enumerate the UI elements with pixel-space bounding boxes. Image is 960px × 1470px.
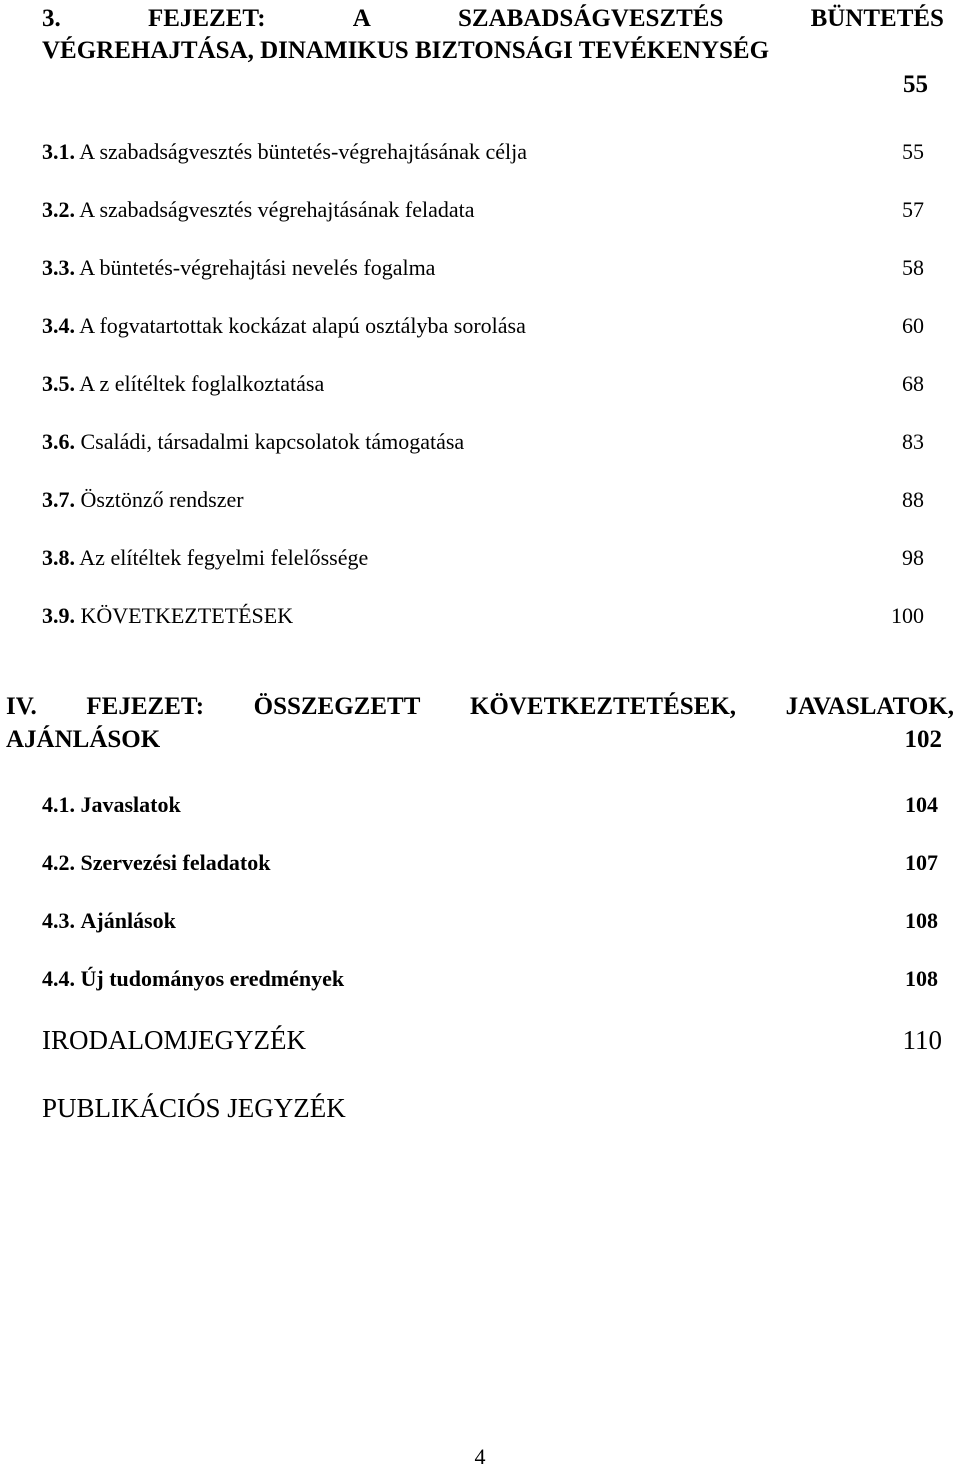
section-title: A szabadságvesztés büntetés-végrehajtásának célja xyxy=(79,139,528,164)
section-page-number: 104 xyxy=(905,792,938,817)
section-number: 3.1. xyxy=(42,139,75,164)
section-page-number: 98 xyxy=(902,545,924,570)
section-page-number: 68 xyxy=(902,371,924,396)
bibliography-page-number: 110 xyxy=(902,1025,942,1055)
toc-entry-4-1[interactable] xyxy=(42,792,181,818)
section-number: 4.3. xyxy=(42,908,75,933)
section-page-number: 55 xyxy=(902,139,924,164)
section-title: Az elítéltek fegyelmi felelőssége xyxy=(79,545,369,570)
toc-entry-4-2[interactable] xyxy=(42,850,271,876)
chapter3-heading-word: 3. xyxy=(42,5,61,32)
section-page-number: 58 xyxy=(902,255,924,280)
chapter4-page-number: 102 xyxy=(904,726,942,753)
section-title: A fogvatartottak kockázat alapú osztályba sorolása xyxy=(79,313,526,338)
section-number: 3.3. xyxy=(42,255,75,280)
chapter3-heading-word: A xyxy=(352,5,371,32)
section-page-number: 88 xyxy=(902,487,924,512)
chapter4-heading-line1 xyxy=(6,692,954,722)
chapter3-heading-line2: VÉGREHAJTÁSA, DINAMIKUS BIZTONSÁGI TEVÉKENYSÉG xyxy=(42,37,770,64)
toc-entry-3-1[interactable] xyxy=(42,139,527,165)
section-number: 3.5. xyxy=(42,371,75,396)
section-number: 3.6. xyxy=(42,429,75,454)
section-number: 3.2. xyxy=(42,197,75,222)
section-page-number: 108 xyxy=(905,966,938,991)
section-number: 3.7. xyxy=(42,487,75,512)
section-number: 4.2. xyxy=(42,850,75,875)
toc-entry-3-9[interactable] xyxy=(42,603,293,629)
section-number: 3.4. xyxy=(42,313,75,338)
section-title: Javaslatok xyxy=(80,792,181,817)
section-page-number: 107 xyxy=(905,850,938,875)
section-title: KÖVETKEZTETÉSEK xyxy=(80,603,294,628)
section-title: Szervezési feladatok xyxy=(80,850,271,875)
toc-entry-3-8[interactable] xyxy=(42,545,368,571)
section-title: Új tudományos eredmények xyxy=(80,966,345,991)
section-page-number: 100 xyxy=(891,603,924,628)
section-number: 3.8. xyxy=(42,545,75,570)
section-number: 3.9. xyxy=(42,603,75,628)
chapter4-heading-word: JAVASLATOK, xyxy=(785,693,954,720)
page-number: 4 xyxy=(474,1444,486,1469)
section-page-number: 60 xyxy=(902,313,924,338)
toc-entry-bibliography[interactable]: IRODALOMJEGYZÉK xyxy=(42,1025,306,1055)
section-page-number: 57 xyxy=(902,197,924,222)
section-number: 4.1. xyxy=(42,792,75,817)
toc-entry-3-6[interactable] xyxy=(42,429,464,455)
toc-entry-3-7[interactable] xyxy=(42,487,244,513)
chapter3-heading-line1 xyxy=(42,4,944,34)
section-title: A szabadságvesztés végrehajtásának feladata xyxy=(79,197,475,222)
chapter4-heading-line2 xyxy=(6,725,942,755)
section-title: Ösztönző rendszer xyxy=(80,487,244,512)
toc-entry-3-4[interactable] xyxy=(42,313,526,339)
section-page-number: 108 xyxy=(905,908,938,933)
chapter3-heading-word: SZABADSÁGVESZTÉS xyxy=(458,5,724,32)
toc-entry-3-2[interactable] xyxy=(42,197,475,223)
section-number: 4.4. xyxy=(42,966,75,991)
chapter4-heading-word: IV. xyxy=(6,693,37,720)
section-title: A büntetés-végrehajtási nevelés fogalma xyxy=(79,255,436,280)
section-title: Családi, társadalmi kapcsolatok támogatása xyxy=(80,429,465,454)
section-title: A z elítéltek foglalkoztatása xyxy=(79,371,325,396)
chapter3-heading-word: FEJEZET: xyxy=(147,5,266,32)
toc-entry-4-4[interactable] xyxy=(42,966,344,992)
toc-entry-publications[interactable]: PUBLIKÁCIÓS JEGYZÉK xyxy=(42,1093,346,1123)
chapter3-page-number: 55 xyxy=(903,71,928,98)
section-title: Ajánlások xyxy=(80,908,176,933)
chapter4-heading-word: KÖVETKEZTETÉSEK, xyxy=(469,693,737,720)
chapter4-heading-text: AJÁNLÁSOK xyxy=(6,726,161,753)
chapter3-heading-word: BÜNTETÉS xyxy=(810,5,944,32)
section-page-number: 83 xyxy=(902,429,924,454)
chapter4-heading-word: FEJEZET: xyxy=(86,693,205,720)
toc-entry-3-3[interactable] xyxy=(42,255,435,281)
toc-entry-4-3[interactable] xyxy=(42,908,176,934)
toc-entry-3-5[interactable] xyxy=(42,371,324,397)
chapter4-heading-word: ÖSSZEGZETT xyxy=(253,693,421,720)
